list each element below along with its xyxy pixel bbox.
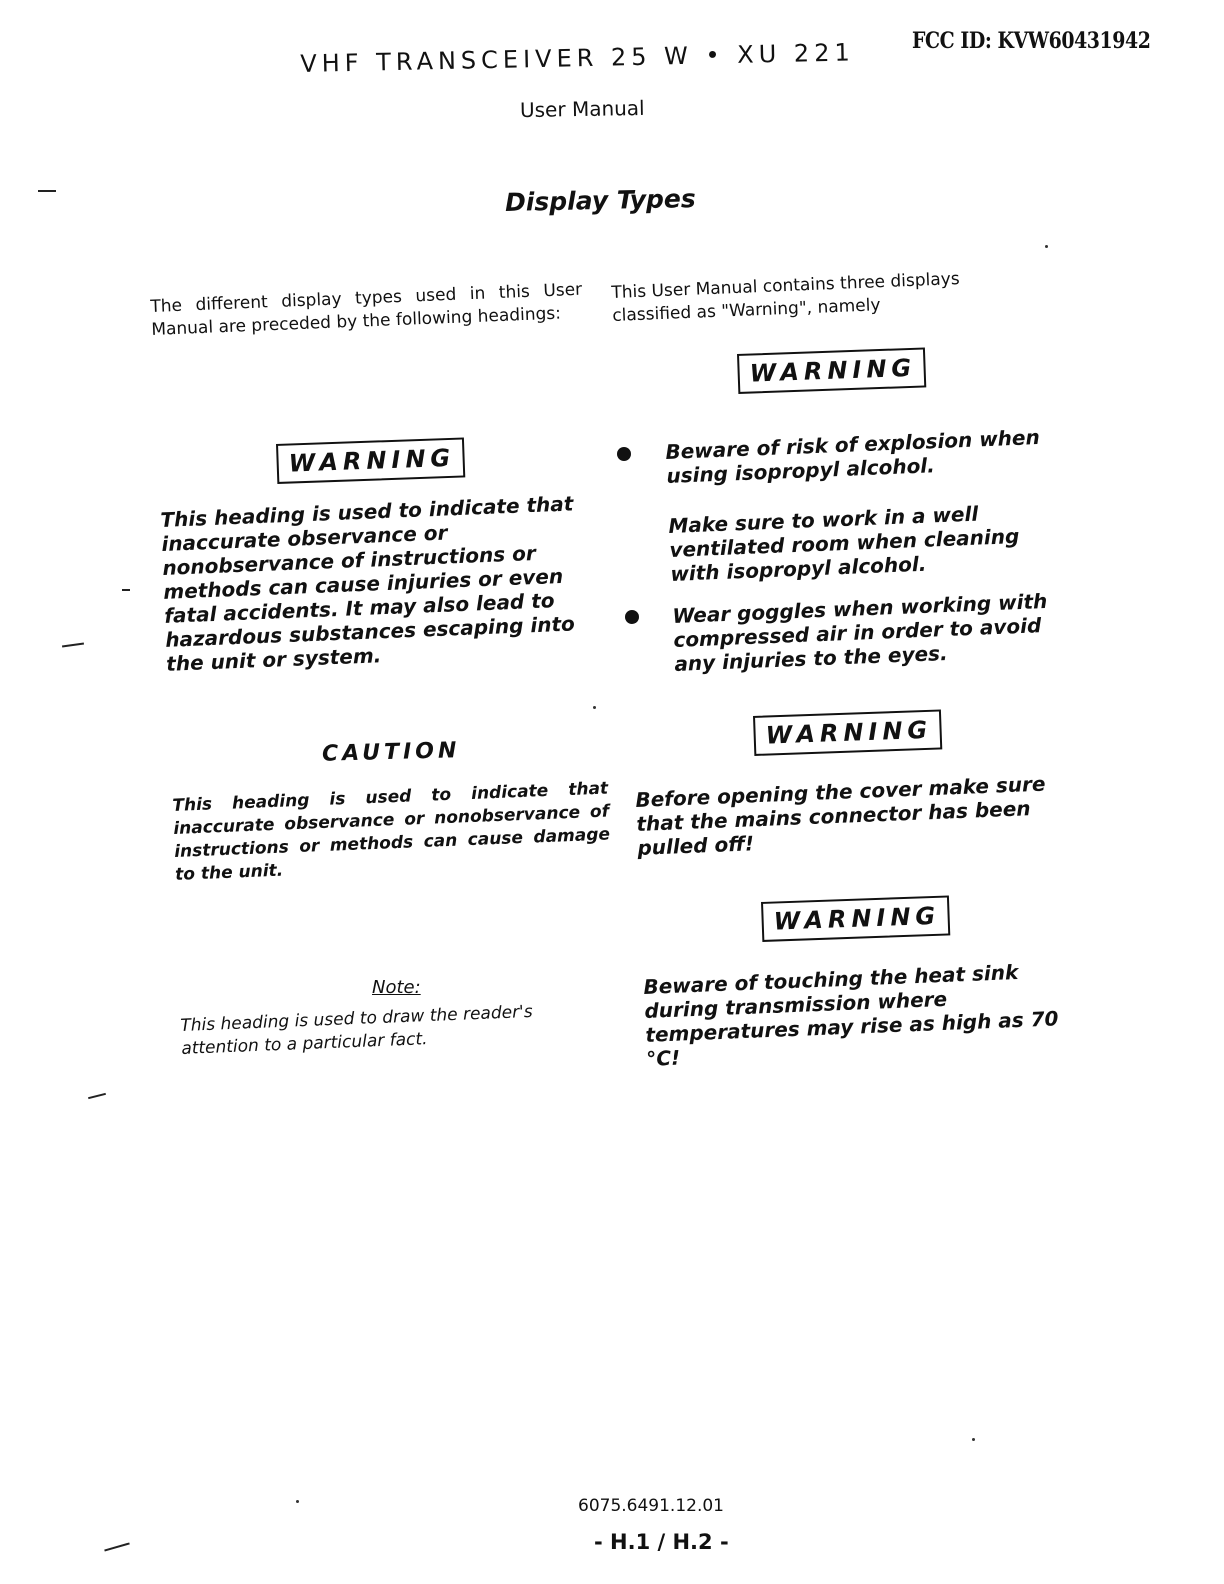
scan-mark [38, 190, 56, 192]
scan-speck [972, 1438, 975, 1441]
note-description: This heading is used to draw the reader's attention to a particular fact. [180, 1001, 534, 1059]
warning-label-box: WARNING [276, 437, 466, 484]
page-reference: - H.1 / H.2 - [594, 1530, 729, 1554]
scan-mark [62, 642, 84, 647]
product-title: VHF TRANSCEIVER 25 W • XU 221 [300, 38, 855, 78]
section-title: Display Types [504, 184, 697, 217]
scan-speck [1045, 245, 1048, 248]
bullet-item-explosion: Beware of risk of explosion when using isopropyl alcohol. [665, 424, 1041, 488]
scan-mark [104, 1542, 130, 1551]
scan-mark [122, 589, 130, 591]
warning-label-box-3: WARNING [761, 895, 951, 942]
bullet-dot-icon [625, 610, 639, 624]
warning-label-box-1: WARNING [737, 347, 927, 394]
bullet-item-goggles: Wear goggles when working with compressed air in order to avoid any injuries to the eyes. [672, 588, 1048, 676]
caution-label: CAUTION [321, 738, 461, 767]
manual-subtitle: User Manual [519, 95, 645, 123]
right-intro-text: This User Manual contains three displays classified as "Warning", namely [611, 269, 960, 326]
bullet-item-ventilation: Make sure to work in a well ventilated room when cleaning with isopropyl alcohol. [668, 501, 1020, 586]
scan-mark [88, 1093, 106, 1099]
document-number: 6075.6491.12.01 [578, 1496, 725, 1516]
warning-3-description: Beware of touching the heat sink during transmission where temperatures may rise as high as 70 °C! [643, 959, 1059, 1071]
bullet-dot-icon [617, 447, 631, 461]
left-intro-text: The different display types used in this User Manual are preceded by the following headings: [150, 279, 583, 340]
warning-2-description: Before opening the cover make sure that the mains connector has been pulled off! [635, 771, 1046, 860]
caution-description: This heading is used to indicate that inaccurate observance or nonobservance of instructions or methods can cause damage to the unit. [172, 778, 611, 885]
note-label: Note: [372, 977, 421, 998]
warning-description: This heading is used to indicate that inaccurate observance or nonobservance of instructions or methods can cause injuries or even fatal accidents. It may also lead to hazardous substances escaping into the unit or system. [160, 491, 576, 676]
scan-speck [593, 706, 596, 709]
scan-speck [296, 1500, 299, 1503]
warning-label-box-2: WARNING [753, 709, 943, 756]
fcc-id: FCC ID: KVW60431942 [912, 28, 1151, 54]
